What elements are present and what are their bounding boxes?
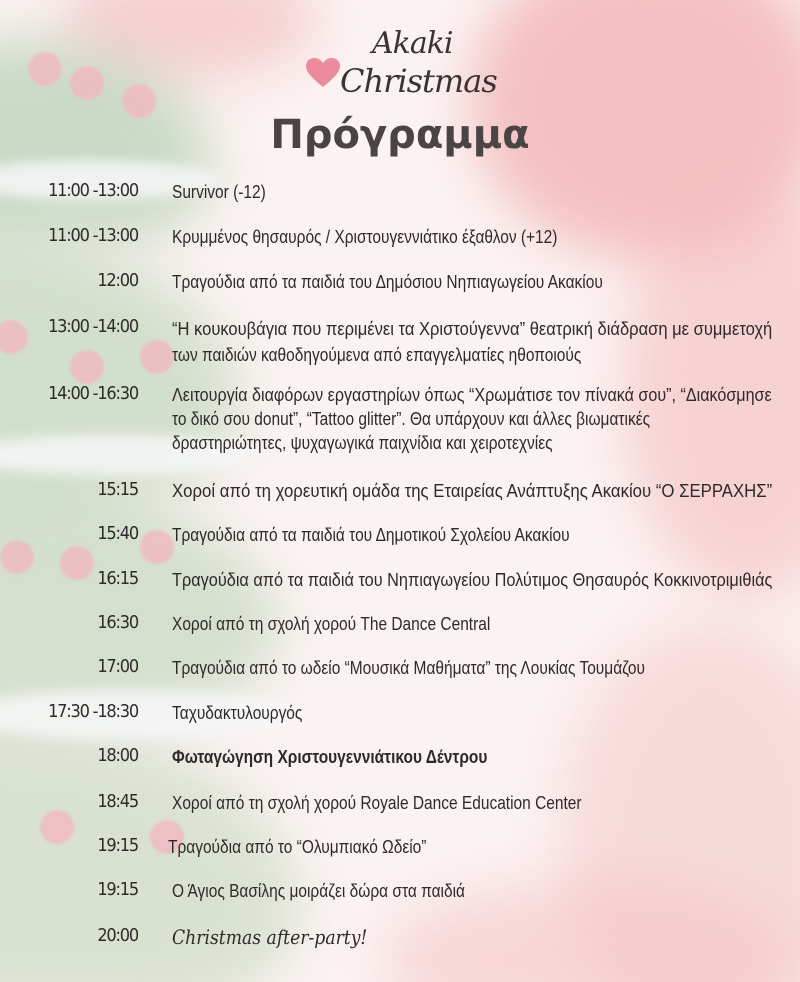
description-line: Χοροί από τη σχολή χορού Royale Dance Education Center — [172, 793, 582, 813]
description-line: δραστηριώτητες, ψυχαγωγικά παιχνίδια και χειροτεχνίες — [172, 433, 553, 453]
schedule-description — [172, 270, 772, 294]
schedule-time: 13:00 -14:00 — [48, 316, 138, 337]
schedule-description — [172, 791, 772, 815]
heart-icon — [306, 58, 340, 88]
description-line: Τραγούδια από τα παιδιά του Δημοτικού Σχολείου Ακακίου — [172, 525, 570, 545]
description-line: Χοροί από τη σχολή χορού The Dance Central — [172, 614, 491, 634]
ornament-bead-icon — [70, 350, 104, 384]
logo-text-akaki: Akaki — [372, 26, 453, 61]
christmas-tree-tier — [0, 480, 280, 720]
description-line: Τραγούδια από τα παιδιά του Νηπιαγωγείου Πολύτιμος Θησαυρός Κοκκινοτριμιθιάς — [172, 570, 773, 590]
schedule-time: 16:15 — [97, 568, 138, 589]
schedule-description — [172, 479, 772, 503]
schedule-time: 18:00 — [97, 745, 138, 766]
schedule-time: 11:00 -13:00 — [48, 180, 138, 201]
schedule-time: 12:00 — [97, 270, 138, 291]
schedule-time: 17:30 -18:30 — [48, 701, 138, 722]
logo-text-christmas: Christmas — [340, 62, 497, 100]
schedule-description — [172, 745, 772, 769]
page-title: Πρόγραμμα — [270, 112, 530, 158]
akaki-christmas-logo — [300, 18, 500, 108]
description-line: Τραγούδια από το “Ολυμπιακό Ωδείο” — [168, 837, 427, 857]
description-line: Christmas after-party! — [172, 925, 368, 949]
schedule-time: 14:00 -16:30 — [48, 383, 138, 404]
description-line: “Η κουκουβάγια που περιμένει τα Χριστούγεννα” θεατρική διάδραση με συμμετοχή — [172, 319, 773, 339]
description-line: των παιδιών καθοδηγούμενα από επαγγελματίες ηθοποιούς — [172, 345, 582, 365]
schedule-description — [172, 568, 772, 592]
schedule-description — [172, 656, 772, 680]
description-line: Τραγούδια από τα παιδιά του Δημόσιου Νηπιαγωγείου Ακακίου — [172, 272, 603, 292]
ornament-bead-icon — [28, 52, 62, 86]
schedule-time: 19:15 — [97, 835, 138, 856]
schedule-time: 17:00 — [97, 656, 138, 677]
ornament-bead-icon — [140, 530, 174, 564]
schedule-description — [168, 835, 768, 859]
description-line: Κρυμμένος θησαυρός / Χριστουγεννιάτικο έξαθλον (+12) — [172, 227, 558, 247]
description-line: Ο Άγιος Βασίλης μοιράζει δώρα στα παιδιά — [172, 881, 465, 901]
schedule-description — [172, 925, 772, 949]
description-line: Survivor (-12) — [172, 182, 266, 202]
schedule-description — [172, 879, 772, 903]
description-line: το δικό σου donut”, “Tattoo glitter”. Θα υπάρχουν και άλλες βιωματικές — [172, 409, 651, 429]
schedule-description — [172, 180, 772, 204]
schedule-time: 18:45 — [97, 791, 138, 812]
schedule-description — [172, 523, 772, 547]
schedule-time: 15:15 — [97, 479, 138, 500]
schedule-description — [172, 612, 772, 636]
description-line: Φωταγώγηση Χριστουγεννιάτικου Δέντρου — [172, 747, 488, 767]
schedule-description — [172, 225, 772, 249]
description-line: Χοροί από τη χορευτική ομάδα της Εταιρείας Ανάπτυξης Ακακίου “Ο ΣΕΡΡΑΧΗΣ” — [172, 481, 773, 501]
description-line: Τραγούδια από το ωδείο “Μουσικά Μαθήματα” της Λουκίας Τουμάζου — [172, 658, 646, 678]
ornament-bead-icon — [140, 340, 174, 374]
schedule-description — [172, 316, 772, 368]
schedule-description — [172, 383, 772, 455]
description-line: Λειτουργία διαφόρων εργαστηρίων όπως “Χρωμάτισε τον πίνακά σου”, “Διακόσμησε — [172, 385, 772, 405]
schedule-time: 16:30 — [97, 612, 138, 633]
description-line: Ταχυδακτυλουργός — [172, 703, 303, 723]
schedule-time: 19:15 — [97, 879, 138, 900]
schedule-time: 15:40 — [97, 523, 138, 544]
schedule-description — [172, 701, 772, 725]
ornament-bead-icon — [70, 66, 104, 100]
schedule-time: 20:00 — [97, 925, 138, 946]
schedule-time: 11:00 -13:00 — [48, 225, 138, 246]
